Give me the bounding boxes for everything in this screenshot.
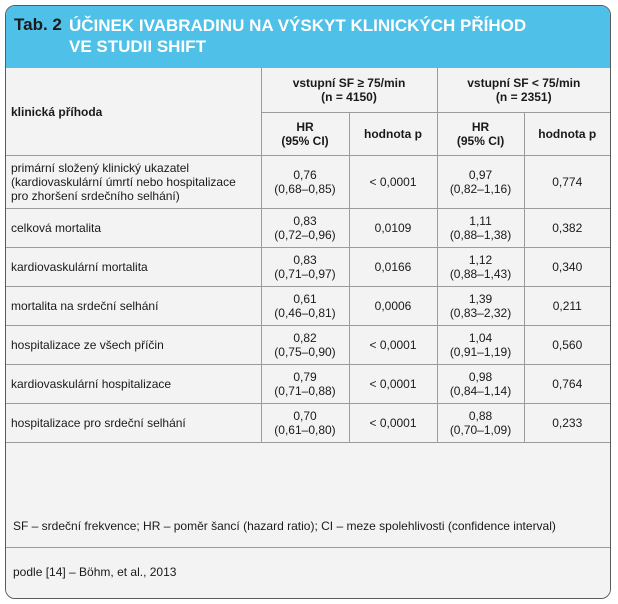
- table-rows: [6, 156, 610, 443]
- event-cell: [6, 404, 261, 443]
- table-row: [6, 404, 610, 443]
- hr-header-line2: (95% CI): [281, 134, 329, 148]
- ci-value: (0,84–1,14): [449, 384, 512, 398]
- event-cell: [6, 209, 261, 248]
- group2-header: [437, 68, 610, 113]
- group2-header-line2: (n = 2351): [495, 90, 552, 104]
- hr-value: 1,12: [468, 253, 493, 267]
- event-column-header: klinická příhoda: [6, 68, 261, 156]
- event-line: kardiovaskulární mortalita: [11, 260, 148, 274]
- event-line: pro zhoršení srdečního selhání): [11, 189, 180, 203]
- ci-value: (0,70–1,09): [449, 423, 512, 437]
- p-cell-group1: < 0,0001: [349, 156, 437, 209]
- ci-value: (0,71–0,88): [274, 384, 336, 398]
- event-cell: [6, 156, 261, 209]
- event-line: celková mortalita: [11, 221, 102, 235]
- table-body: [6, 68, 610, 598]
- hr-header-line1: HR: [296, 120, 314, 134]
- event-cell: [6, 326, 261, 365]
- hr-cell-group2: [437, 287, 524, 326]
- p-cell-group2: 0,774: [524, 156, 610, 209]
- hr-value: 0,79: [293, 370, 317, 384]
- ci-value: (0,71–0,97): [274, 267, 336, 281]
- hr-cell-group2: [437, 365, 524, 404]
- abbreviations-note: SF – srdeční frekvence; HR – poměr šancí (hazard ratio); CI – meze spolehlivosti (confidence interval): [6, 504, 610, 548]
- p-cell-group2: 0,233: [524, 404, 610, 443]
- table-row: [6, 365, 610, 404]
- hr-value: 0,76: [293, 168, 317, 182]
- hr-value: 0,70: [293, 409, 317, 423]
- ci-value: (0,82–1,16): [449, 182, 512, 196]
- p-cell-group1: < 0,0001: [349, 326, 437, 365]
- p-header-group1: hodnota p: [349, 113, 437, 156]
- p-cell-group1: 0,0006: [349, 287, 437, 326]
- event-line: (kardiovaskulární úmrtí nebo hospitalizace: [11, 175, 236, 189]
- event-line: primární složený klinický ukazatel: [11, 161, 190, 175]
- hr-value: 0,83: [293, 253, 317, 267]
- hr-cell-group1: [261, 209, 349, 248]
- hr-value: 1,11: [469, 214, 492, 228]
- p-cell-group2: 0,764: [524, 365, 610, 404]
- title-line-2: VE STUDII SHIFT: [69, 37, 206, 56]
- ci-value: (0,61–0,80): [274, 423, 336, 437]
- table-row: [6, 326, 610, 365]
- p-cell-group1: < 0,0001: [349, 365, 437, 404]
- event-cell: [6, 248, 261, 287]
- data-table: [6, 68, 610, 443]
- p-cell-group2: 0,382: [524, 209, 610, 248]
- hr-cell-group1: [261, 326, 349, 365]
- hr-header-group2: [437, 113, 524, 156]
- ci-value: (0,75–0,90): [274, 345, 336, 359]
- hr-cell-group1: [261, 404, 349, 443]
- hr-header-group1: [261, 113, 349, 156]
- hr-cell-group2: [437, 404, 524, 443]
- p-header-group2: hodnota p: [524, 113, 610, 156]
- hr-cell-group1: [261, 248, 349, 287]
- table-row: [6, 248, 610, 287]
- hr-cell-group1: [261, 365, 349, 404]
- event-line: kardiovaskulární hospitalizace: [11, 377, 172, 391]
- table-row: [6, 287, 610, 326]
- ci-value: (0,88–1,43): [449, 267, 512, 281]
- ci-value: (0,91–1,19): [449, 345, 512, 359]
- hr-cell-group1: [261, 156, 349, 209]
- hr-value: 1,04: [468, 331, 493, 345]
- hr-cell-group2: [437, 156, 524, 209]
- hr-header-line1: HR: [471, 120, 490, 134]
- event-line: hospitalizace pro srdeční selhání: [11, 416, 186, 430]
- table-row: [6, 209, 610, 248]
- table-title: [69, 15, 526, 57]
- p-cell-group1: 0,0109: [349, 209, 437, 248]
- hr-value: 0,98: [468, 370, 493, 384]
- hr-value: 1,39: [468, 292, 493, 306]
- hr-cell-group2: [437, 326, 524, 365]
- ci-value: (0,68–0,85): [274, 182, 336, 196]
- source-note: podle [14] – Böhm, et al., 2013: [13, 565, 177, 579]
- p-cell-group1: < 0,0001: [349, 404, 437, 443]
- event-line: mortalita na srdeční selhání: [11, 299, 159, 313]
- hr-cell-group1: [261, 287, 349, 326]
- ci-value: (0,83–2,32): [449, 306, 512, 320]
- hr-cell-group2: [437, 248, 524, 287]
- event-line: hospitalizace ze všech příčin: [11, 338, 164, 352]
- p-cell-group1: 0,0166: [349, 248, 437, 287]
- ci-value: (0,88–1,38): [449, 228, 512, 242]
- group1-header: [261, 68, 437, 113]
- tab-label: Tab. 2: [14, 15, 62, 34]
- ci-value: (0,46–0,81): [274, 306, 336, 320]
- hr-value: 0,83: [293, 214, 317, 228]
- p-cell-group2: 0,211: [524, 287, 610, 326]
- p-cell-group2: 0,560: [524, 326, 610, 365]
- ci-value: (0,72–0,96): [274, 228, 336, 242]
- group1-header-line1: vstupní SF ≥ 75/min: [292, 76, 406, 90]
- table-row: [6, 156, 610, 209]
- hr-value: 0,61: [293, 292, 317, 306]
- hr-value: 0,97: [468, 168, 493, 182]
- event-cell: [6, 365, 261, 404]
- p-cell-group2: 0,340: [524, 248, 610, 287]
- hr-cell-group2: [437, 209, 524, 248]
- hr-value: 0,88: [468, 409, 493, 423]
- group1-header-line2: (n = 4150): [321, 90, 377, 104]
- hr-value: 0,82: [293, 331, 317, 345]
- event-cell: [6, 287, 261, 326]
- title-line-1: ÚČINEK IVABRADINU NA VÝSKYT KLINICKÝCH PŘÍHOD: [69, 16, 527, 35]
- table-frame: [5, 5, 611, 599]
- hr-header-line2: (95% CI): [456, 134, 505, 148]
- table-header: [6, 6, 610, 68]
- group2-header-line1: vstupní SF < 75/min: [467, 76, 581, 90]
